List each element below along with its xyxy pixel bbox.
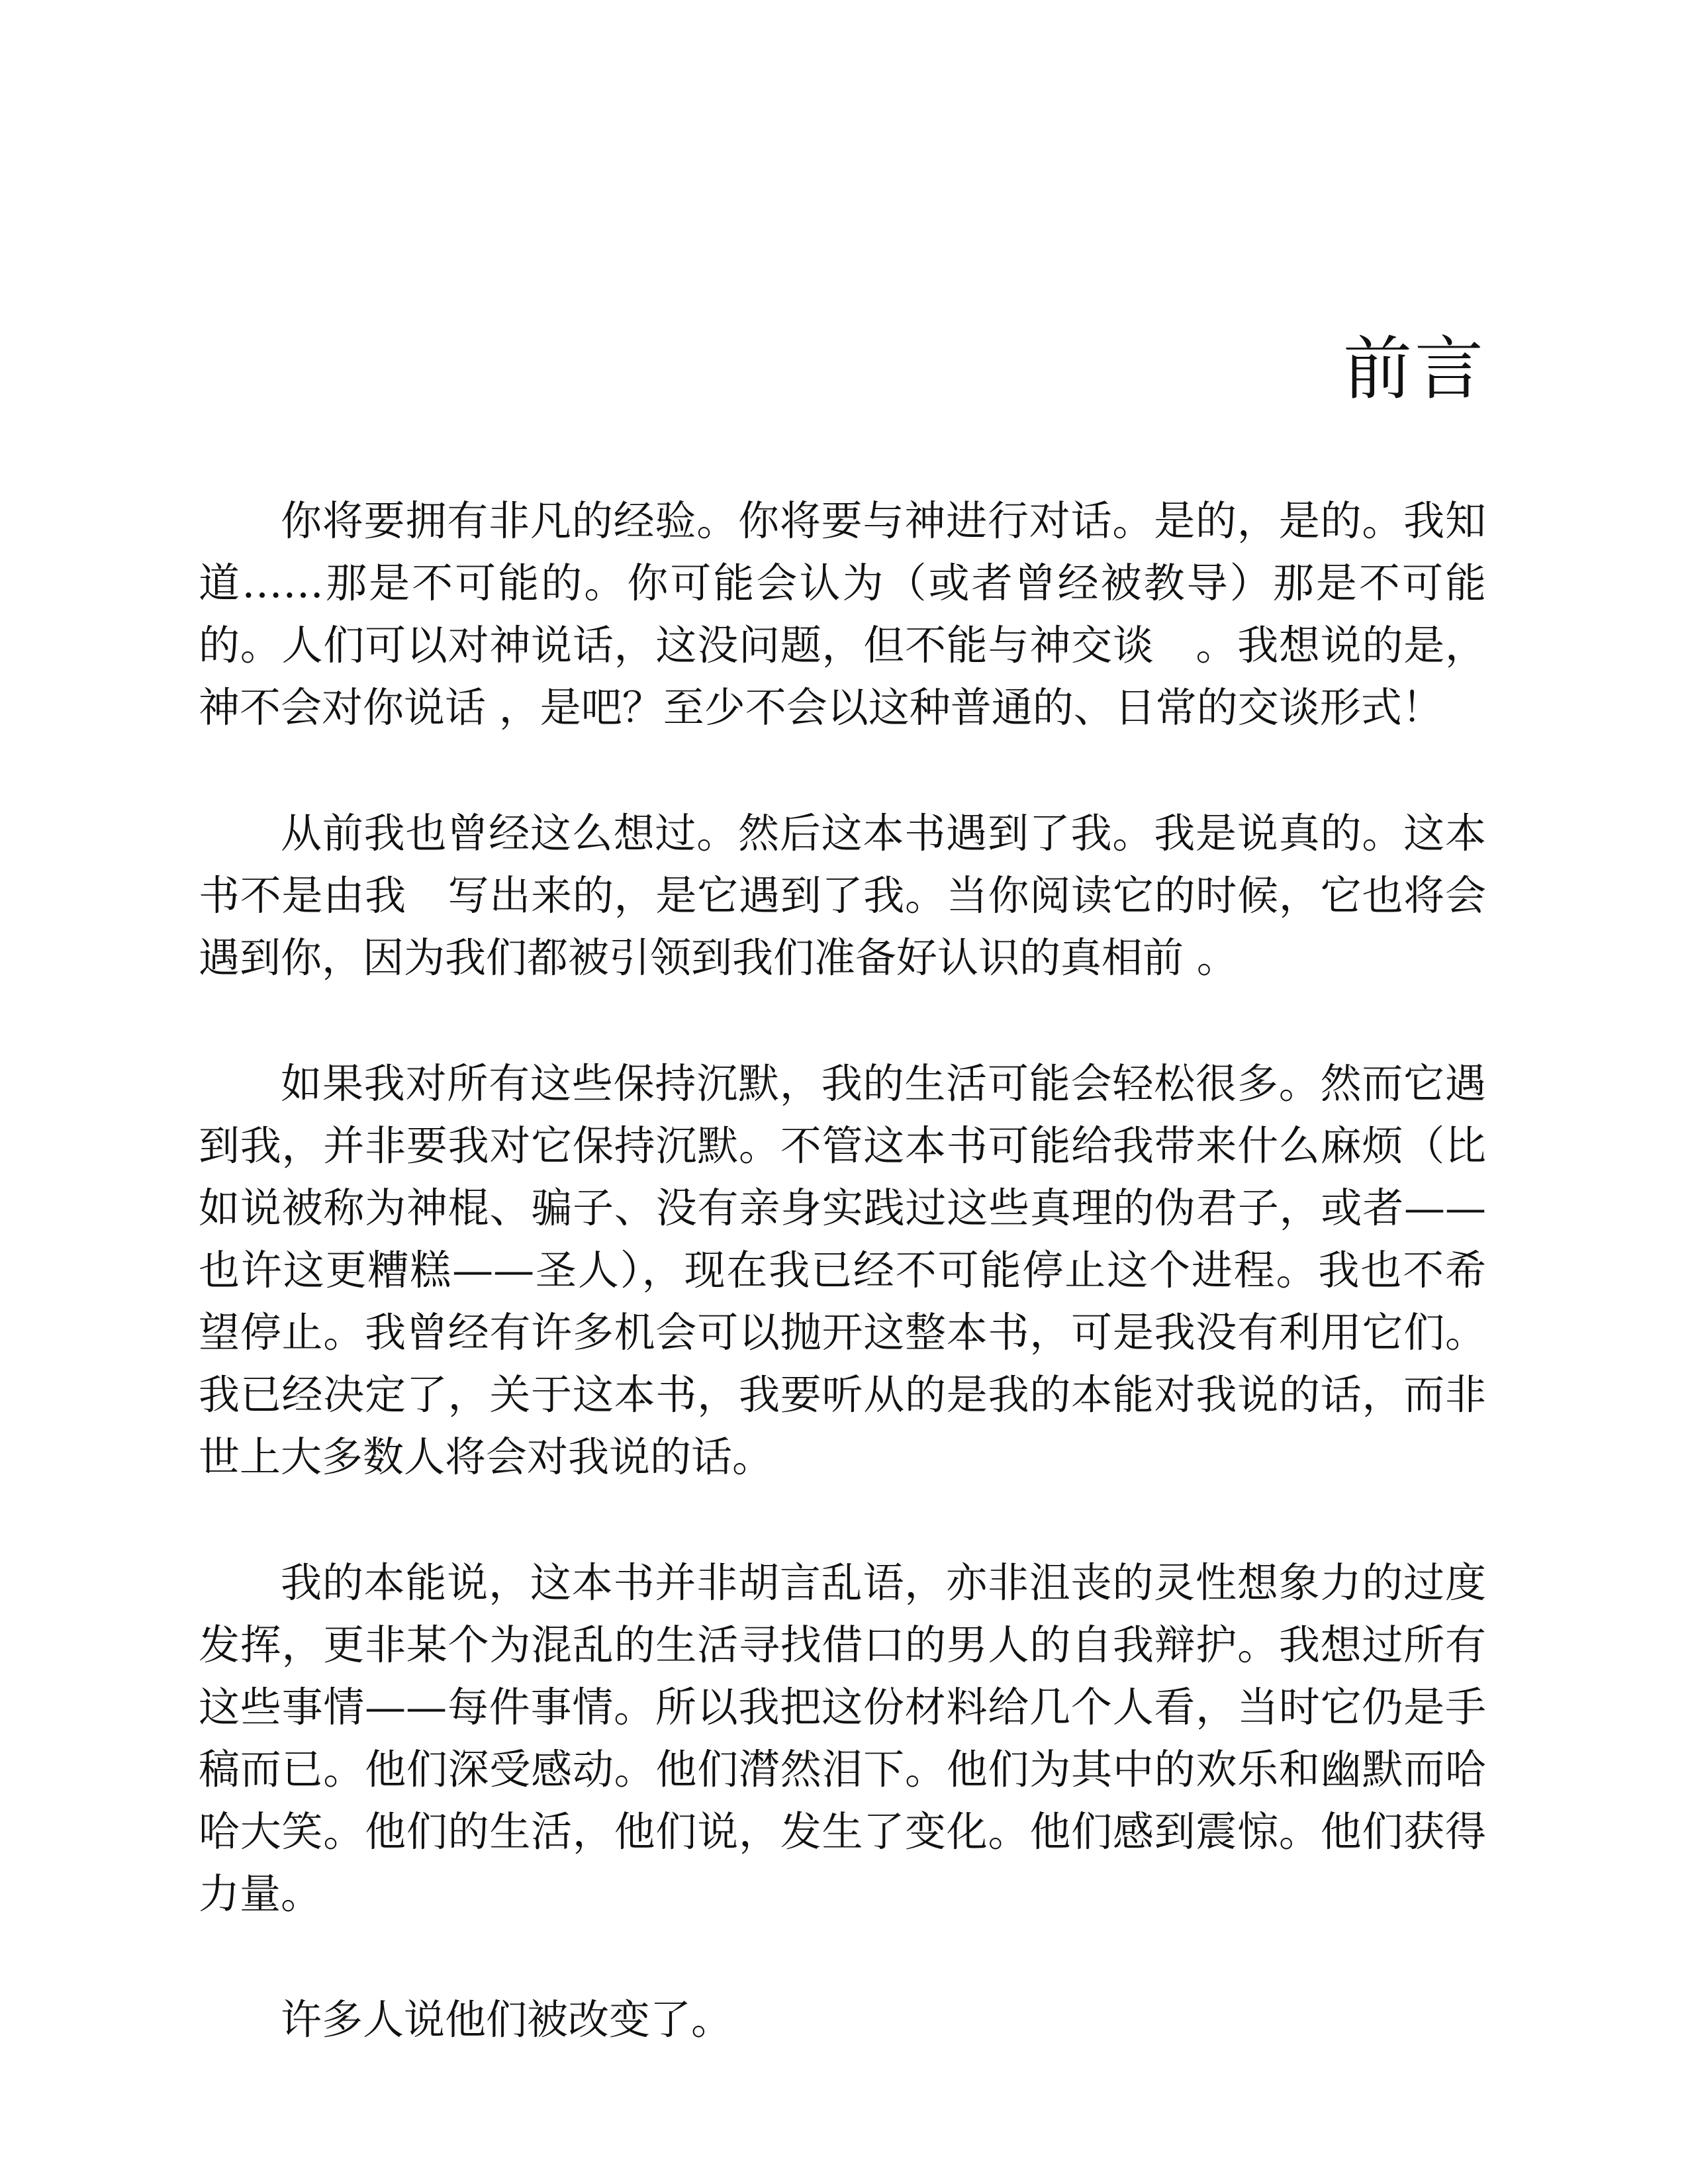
body-text [199,490,1486,2114]
paragraph-2: 从前我也曾经这么想过。然后这本书遇到了我。我是说真的。这本书不是由我 写出来的，是它遇到了我。当你阅读它的时候，它也将会遇到你，因为我们都被引领到我们准备好认识的真相前 。 [199,809,1486,982]
paragraph-4: 我的本能说，这本书并非胡言乱语，亦非沮丧的灵性想象力的过度发挥，更非某个为混乱的生活寻找借口的男人的自我辩护。我想过所有这些事情——每件事情。所以我把这份材料给几个人看，当时它仍是手稿而已。他们深受感动。他们潸然泪下。他们为其中的欢乐和幽默而哈哈大笑。他们的生活，他们说，发生了变化。他们感到震惊。他们获得力量。 [199,1558,1486,1918]
page-title: 前言 [1342,328,1486,409]
paragraph-3: 如果我对所有这些保持沉默，我的生活可能会轻松很多。然而它遇到我，并非要我对它保持沉默。不管这本书可能给我带来什么麻烦（比如说被称为神棍、骗子、没有亲身实践过这些真理的伪君子，或者——也许这更糟糕——圣人），现在我已经不可能停止这个进程。我也不希望停止。我曾经有许多机会可以抛开这整本书，可是我没有利用它们。我已经决定了，关于这本书，我要听从的是我的本能对我说的话，而非世上大多数人将会对我说的话。 [199,1059,1486,1481]
paragraph-1: 你将要拥有非凡的经验。你将要与神进行对话。是的，是的。我知道……那是不可能的。你可能会认为（或者曾经被教导）那是不可能的。人们可以对神说话，这没问题，但不能与神交谈 。我想说的是，神不会对你说话 ，是吧？至少不会以这种普通的、日常的交谈形式！ [199,497,1486,732]
paragraph-5: 许多人说他们被改变了。 [281,1995,733,2044]
